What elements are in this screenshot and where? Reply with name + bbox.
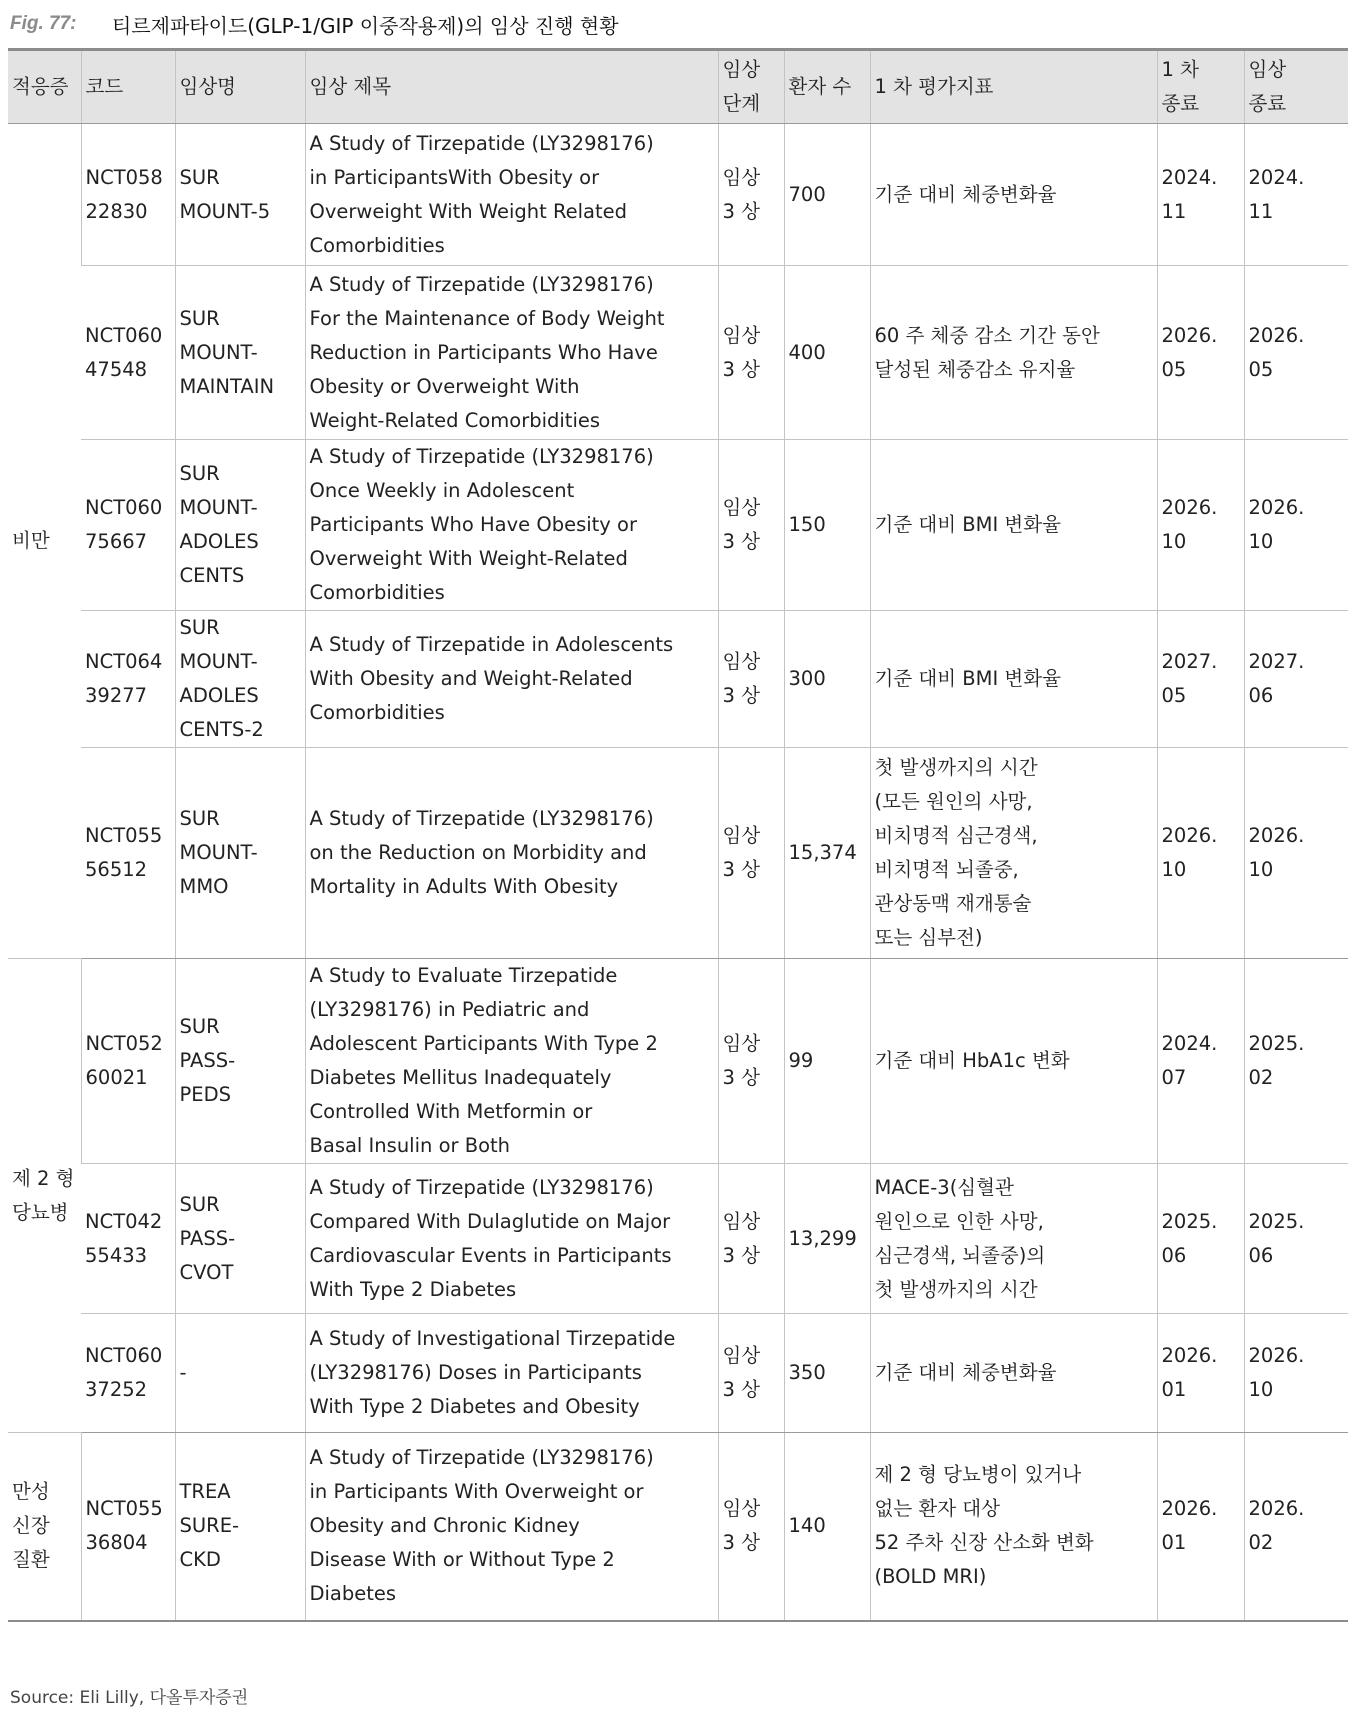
indication-cell: 제 2 형 당뇨병 bbox=[8, 959, 81, 1433]
study-completion-cell: 2026. 10 bbox=[1244, 748, 1348, 959]
phase-cell: 임상 3 상 bbox=[718, 124, 784, 266]
trial-name-cell: - bbox=[175, 1314, 305, 1433]
code-cell: NCT064 39277 bbox=[81, 611, 175, 748]
code-cell: NCT042 55433 bbox=[81, 1164, 175, 1314]
study-completion-cell: 2026. 02 bbox=[1244, 1433, 1348, 1621]
endpoint-cell: 기준 대비 HbA1c 변화 bbox=[870, 959, 1157, 1164]
code-cell: NCT055 36804 bbox=[81, 1433, 175, 1621]
table-row bbox=[8, 1164, 1348, 1314]
patients-cell: 99 bbox=[784, 959, 870, 1164]
figure-header bbox=[10, 6, 619, 42]
trial-title-cell: A Study to Evaluate Tirzepatide (LY3298176) in Pediatric and Adolescent Participants With Type 2 Diabetes Mellitus Inadequately Controlled With Metformin or Basal Insulin or Both bbox=[305, 959, 718, 1164]
patients-cell: 700 bbox=[784, 124, 870, 266]
header-patients: 환자 수 bbox=[784, 50, 870, 124]
code-cell: NCT060 75667 bbox=[81, 440, 175, 611]
code-cell: NCT060 47548 bbox=[81, 266, 175, 440]
patients-cell: 150 bbox=[784, 440, 870, 611]
trial-name-cell: SUR MOUNT- ADOLES CENTS-2 bbox=[175, 611, 305, 748]
table-row bbox=[8, 959, 1348, 1164]
phase-cell: 임상 3 상 bbox=[718, 266, 784, 440]
table-row bbox=[8, 611, 1348, 748]
endpoint-cell: 60 주 체중 감소 기간 동안 달성된 체중감소 유지율 bbox=[870, 266, 1157, 440]
table-row bbox=[8, 1314, 1348, 1433]
study-completion-cell: 2026. 10 bbox=[1244, 440, 1348, 611]
header-row bbox=[8, 50, 1348, 124]
phase-cell: 임상 3 상 bbox=[718, 959, 784, 1164]
primary-completion-cell: 2027. 05 bbox=[1157, 611, 1244, 748]
code-cell: NCT052 60021 bbox=[81, 959, 175, 1164]
code-cell: NCT058 22830 bbox=[81, 124, 175, 266]
trial-title-cell: A Study of Tirzepatide in Adolescents With Obesity and Weight-Related Comorbidities bbox=[305, 611, 718, 748]
phase-cell: 임상 3 상 bbox=[718, 611, 784, 748]
trial-name-cell: SUR MOUNT-5 bbox=[175, 124, 305, 266]
endpoint-cell: 기준 대비 체중변화율 bbox=[870, 124, 1157, 266]
endpoint-cell: 첫 발생까지의 시간 (모든 원인의 사망, 비치명적 심근경색, 비치명적 뇌졸중, 관상동맥 재개통술 또는 심부전) bbox=[870, 748, 1157, 959]
trial-name-cell: SUR MOUNT- MMO bbox=[175, 748, 305, 959]
indication-cell: 비만 bbox=[8, 124, 81, 959]
primary-completion-cell: 2026. 01 bbox=[1157, 1433, 1244, 1621]
patients-cell: 140 bbox=[784, 1433, 870, 1621]
header-primary-completion: 1 차 종료 bbox=[1157, 50, 1244, 124]
code-cell: NCT055 56512 bbox=[81, 748, 175, 959]
header-trial-name: 임상명 bbox=[175, 50, 305, 124]
phase-cell: 임상 3 상 bbox=[718, 748, 784, 959]
code-cell: NCT060 37252 bbox=[81, 1314, 175, 1433]
study-completion-cell: 2026. 05 bbox=[1244, 266, 1348, 440]
endpoint-cell: 기준 대비 체중변화율 bbox=[870, 1314, 1157, 1433]
figure-label: Fig. 77: bbox=[10, 13, 77, 34]
table-row bbox=[8, 1433, 1348, 1621]
endpoint-cell: 기준 대비 BMI 변화율 bbox=[870, 440, 1157, 611]
primary-completion-cell: 2026. 10 bbox=[1157, 440, 1244, 611]
table-row bbox=[8, 748, 1348, 959]
trial-title-cell: A Study of Tirzepatide (LY3298176) Once Weekly in Adolescent Participants Who Have Obesity or Overweight With Weight-Related Comorbidities bbox=[305, 440, 718, 611]
header-primary-endpoint: 1 차 평가지표 bbox=[870, 50, 1157, 124]
trial-title-cell: A Study of Tirzepatide (LY3298176) on the Reduction on Morbidity and Mortality in Adults With Obesity bbox=[305, 748, 718, 959]
patients-cell: 350 bbox=[784, 1314, 870, 1433]
table-row bbox=[8, 266, 1348, 440]
study-completion-cell: 2026. 10 bbox=[1244, 1314, 1348, 1433]
header-study-completion: 임상 종료 bbox=[1244, 50, 1348, 124]
trial-title-cell: A Study of Tirzepatide (LY3298176) in Participants With Overweight or Obesity and Chronic Kidney Disease With or Without Type 2 Diabetes bbox=[305, 1433, 718, 1621]
endpoint-cell: 기준 대비 BMI 변화율 bbox=[870, 611, 1157, 748]
primary-completion-cell: 2026. 05 bbox=[1157, 266, 1244, 440]
trial-name-cell: SUR MOUNT- MAINTAIN bbox=[175, 266, 305, 440]
indication-cell: 만성 신장 질환 bbox=[8, 1433, 81, 1621]
primary-completion-cell: 2026. 01 bbox=[1157, 1314, 1244, 1433]
header-code: 코드 bbox=[81, 50, 175, 124]
endpoint-cell: 제 2 형 당뇨병이 있거나 없는 환자 대상 52 주차 신장 산소화 변화 (BOLD MRI) bbox=[870, 1433, 1157, 1621]
patients-cell: 15,374 bbox=[784, 748, 870, 959]
table-row bbox=[8, 440, 1348, 611]
header-indication: 적응증 bbox=[8, 50, 81, 124]
phase-cell: 임상 3 상 bbox=[718, 1314, 784, 1433]
trial-name-cell: SUR MOUNT- ADOLES CENTS bbox=[175, 440, 305, 611]
trial-name-cell: SUR PASS- CVOT bbox=[175, 1164, 305, 1314]
header-trial-title: 임상 제목 bbox=[305, 50, 718, 124]
trial-title-cell: A Study of Investigational Tirzepatide (LY3298176) Doses in Participants With Type 2 Diabetes and Obesity bbox=[305, 1314, 718, 1433]
source-note: Source: Eli Lilly, 다올투자증권 bbox=[10, 1688, 249, 1708]
figure-title: 티르제파타이드(GLP-1/GIP 이중작용제)의 임상 진행 현황 bbox=[112, 13, 619, 38]
patients-cell: 300 bbox=[784, 611, 870, 748]
endpoint-cell: MACE-3(심혈관 원인으로 인한 사망, 심근경색, 뇌졸중)의 첫 발생까지의 시간 bbox=[870, 1164, 1157, 1314]
phase-cell: 임상 3 상 bbox=[718, 1433, 784, 1621]
study-completion-cell: 2025. 02 bbox=[1244, 959, 1348, 1164]
study-completion-cell: 2027. 06 bbox=[1244, 611, 1348, 748]
table-row bbox=[8, 124, 1348, 266]
phase-cell: 임상 3 상 bbox=[718, 1164, 784, 1314]
trial-name-cell: SUR PASS- PEDS bbox=[175, 959, 305, 1164]
phase-cell: 임상 3 상 bbox=[718, 440, 784, 611]
primary-completion-cell: 2024. 11 bbox=[1157, 124, 1244, 266]
study-completion-cell: 2025. 06 bbox=[1244, 1164, 1348, 1314]
primary-completion-cell: 2026. 10 bbox=[1157, 748, 1244, 959]
trial-title-cell: A Study of Tirzepatide (LY3298176) Compared With Dulaglutide on Major Cardiovascular Events in Participants With Type 2 Diabetes bbox=[305, 1164, 718, 1314]
patients-cell: 13,299 bbox=[784, 1164, 870, 1314]
trial-title-cell: A Study of Tirzepatide (LY3298176) in ParticipantsWith Obesity or Overweight With Weight Related Comorbidities bbox=[305, 124, 718, 266]
trial-title-cell: A Study of Tirzepatide (LY3298176) For the Maintenance of Body Weight Reduction in Participants Who Have Obesity or Overweight With Weight-Related Comorbidities bbox=[305, 266, 718, 440]
trial-name-cell: TREA SURE- CKD bbox=[175, 1433, 305, 1621]
clinical-trials-table bbox=[8, 48, 1348, 1622]
primary-completion-cell: 2024. 07 bbox=[1157, 959, 1244, 1164]
study-completion-cell: 2024. 11 bbox=[1244, 124, 1348, 266]
header-phase: 임상 단계 bbox=[718, 50, 784, 124]
primary-completion-cell: 2025. 06 bbox=[1157, 1164, 1244, 1314]
patients-cell: 400 bbox=[784, 266, 870, 440]
